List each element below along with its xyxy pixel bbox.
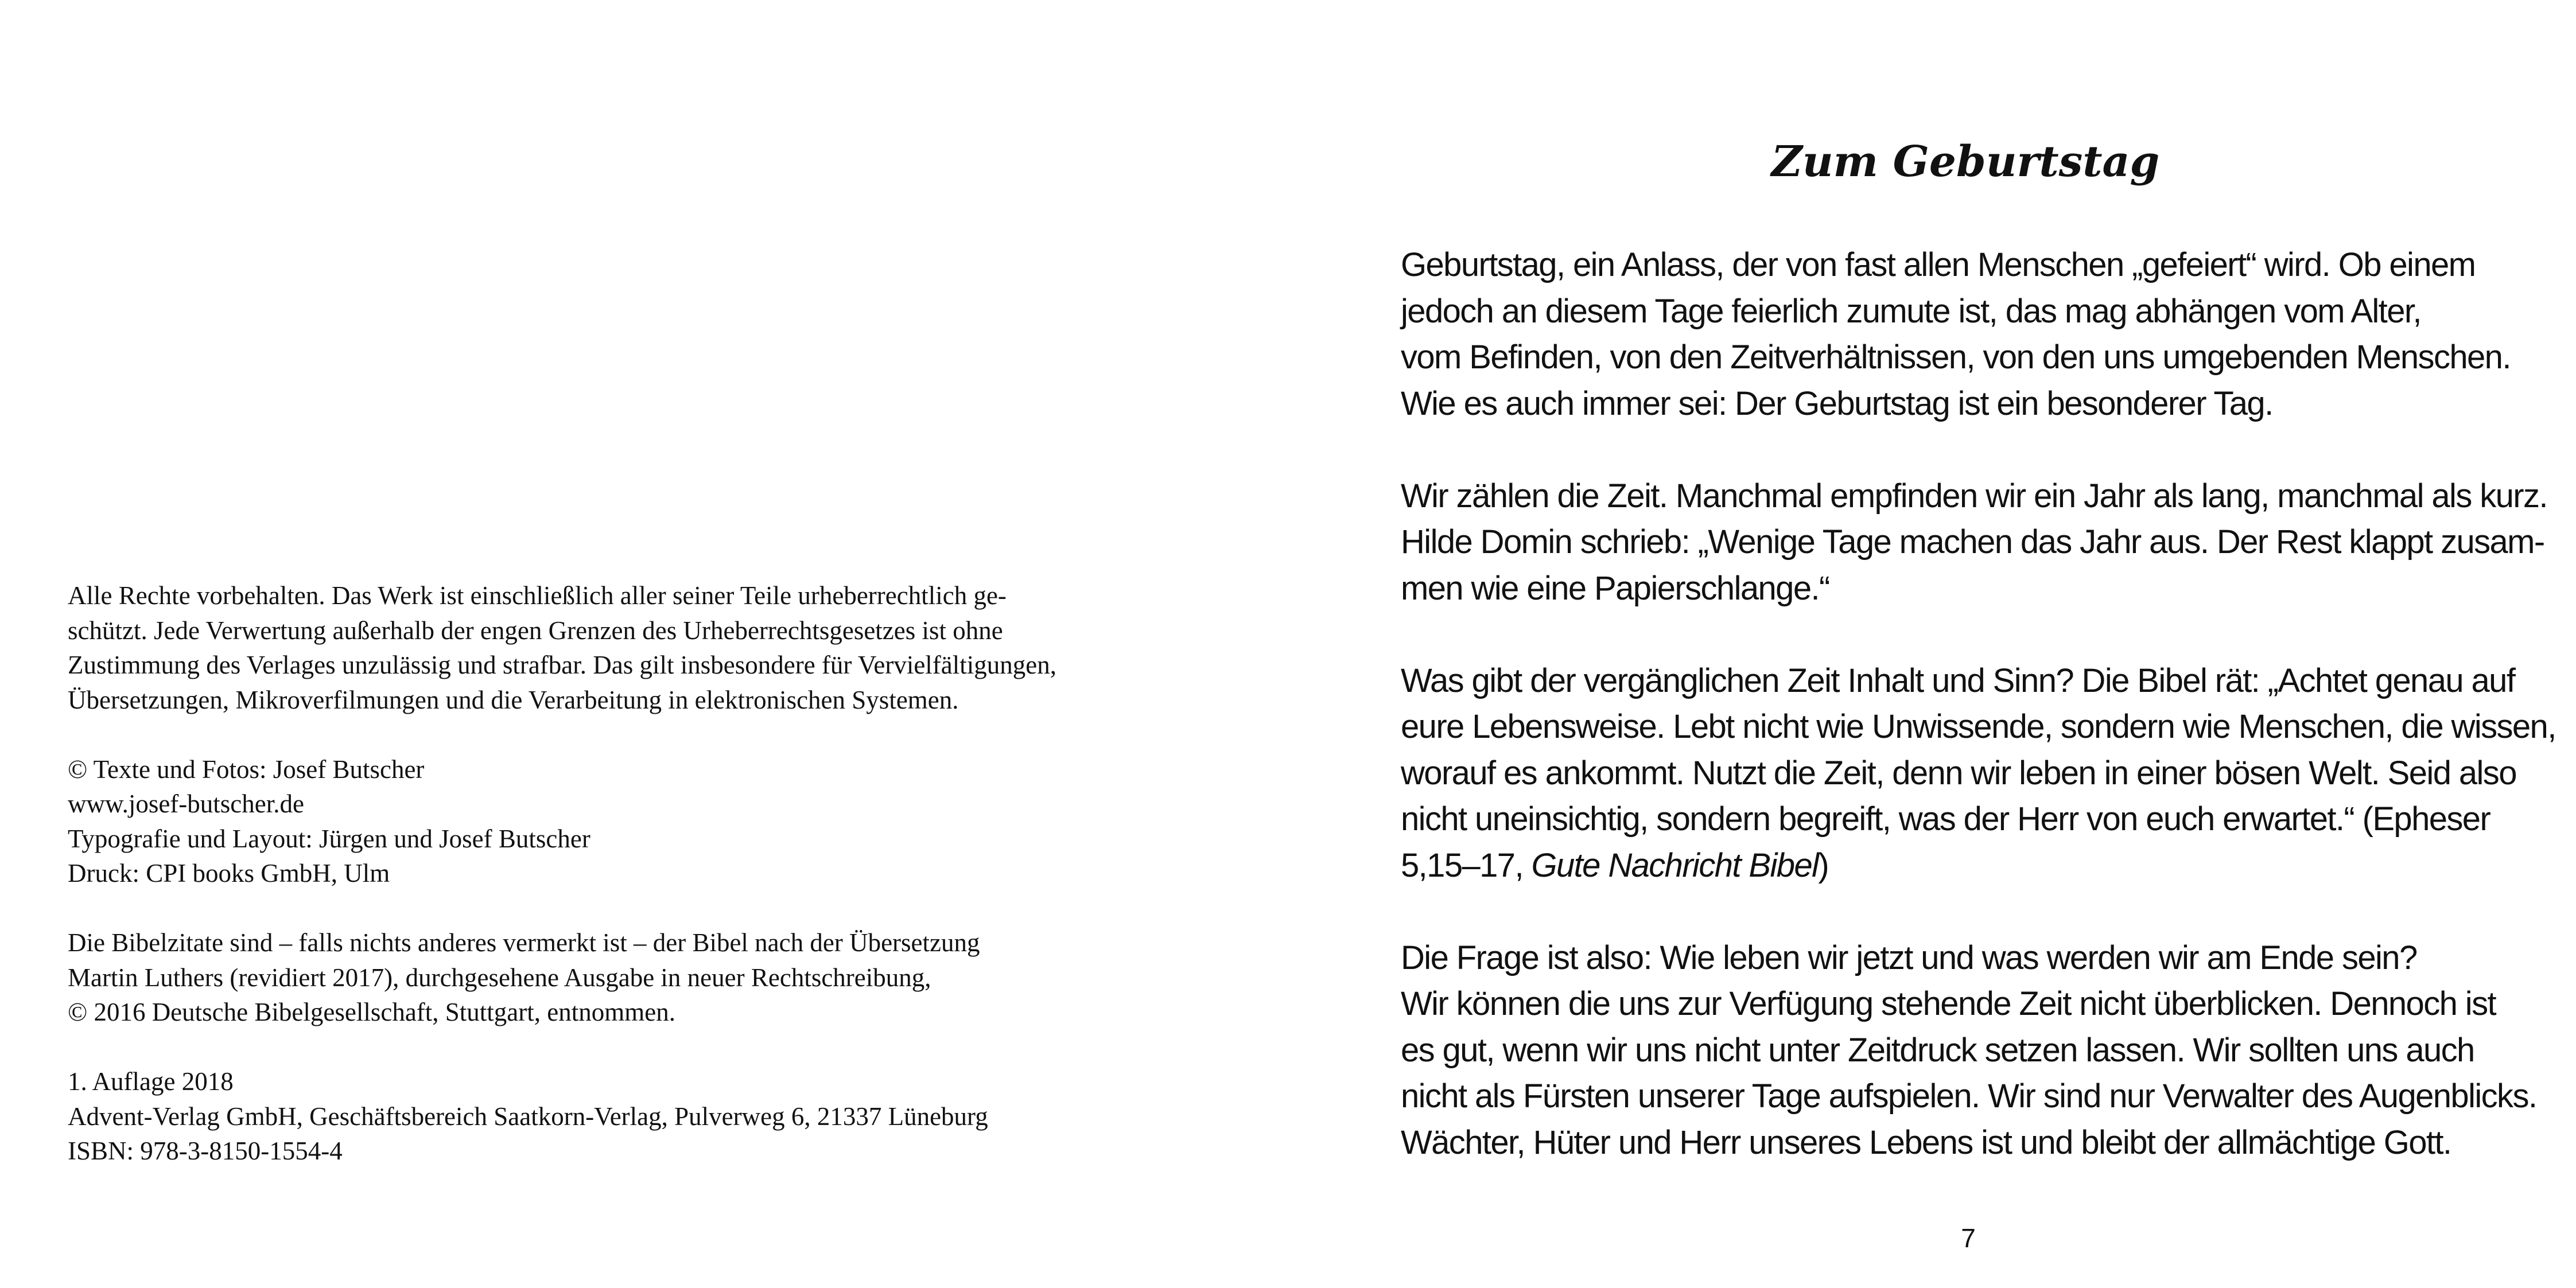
bible-line: Die Bibelzitate sind – falls nichts anderes vermerkt ist – der Bibel nach der Übersetzung [68,928,980,957]
text-line: men wie eine Papierschlange.“ [1401,569,1829,607]
rights-line: schützt. Jede Verwertung außerhalb der engen Grenzen des Urheberrechtsgesetzes ist ohne [68,616,1003,645]
text-line: nicht als Fürsten unserer Tage aufspielen. Wir sind nur Verwalter des Augenblicks. [1401,1077,2537,1115]
bible-line: Martin Luthers (revidiert 2017), durchgesehene Ausgabe in neuer Rechtschreibung, [68,963,931,992]
edition-info [68,1064,1192,1169]
page-number: 7 [1961,1223,1976,1253]
text-line: Wie es auch immer sei: Der Geburtstag ist ein besonderer Tag. [1401,384,2273,422]
page-title: Zum Geburtstag [1771,137,2160,186]
text-line: Wir zählen die Zeit. Manchmal empfinden wir ein Jahr als lang, manchmal als kurz. [1401,477,2547,515]
rights-line: Alle Rechte vorbehalten. Das Werk ist einschließlich aller seiner Teile urheberrechtlich ge- [68,581,1007,610]
rights-line: Zustimmung des Verlages unzulässig und strafbar. Das gilt insbesondere für Vervielfältigungen, [68,651,1056,679]
text-line: es gut, wenn wir uns nicht unter Zeitdruck setzen lassen. Wir sollten uns auch [1401,1031,2474,1069]
reference-suffix: ) [1818,846,1829,884]
reference-prefix: 5,15–17, [1401,846,1532,884]
rights-line: Übersetzungen, Mikroverfilmungen und die Verarbeitung in elektronischen Systemen. [68,685,959,714]
text-line: vom Befinden, von den Zeitverhältnissen, von den uns umgebenden Menschen. [1401,338,2511,376]
text-line: Hilde Domin schrieb: „Wenige Tage machen das Jahr aus. Der Rest klappt zusam- [1401,523,2544,561]
credit-line: www.josef-butscher.de [68,789,304,818]
edition-line: Advent-Verlag GmbH, Geschäftsbereich Saatkorn-Verlag, Pulverweg 6, 21337 Lüneburg [68,1102,988,1131]
imprint-block [68,578,1192,1169]
paragraph [1401,242,2543,427]
bible-source: Gute Nachricht Bibel [1531,846,1819,884]
body-text [1401,242,2556,1166]
credit-line: Typografie und Layout: Jürgen und Josef Butscher [68,824,590,853]
credit-line: Druck: CPI books GmbH, Ulm [68,859,390,888]
paragraph [1401,658,2556,889]
text-line: Geburtstag, ein Anlass, der von fast allen Menschen „gefeiert“ wird. Ob einem [1401,246,2476,283]
rights-notice [68,578,1192,717]
text-line: eure Lebensweise. Lebt nicht wie Unwissende, sondern wie Menschen, die wissen, [1401,708,2556,745]
credit-line: © Texte und Fotos: Josef Butscher [68,754,425,784]
edition-line: ISBN: 978-3-8150-1554-4 [68,1137,343,1165]
text-line: Wächter, Hüter und Herr unseres Lebens ist und bleibt der allmächtige Gott. [1401,1123,2451,1161]
bible-line: © 2016 Deutsche Bibelgesellschaft, Stuttgart, entnommen. [68,998,675,1026]
text-line [1401,843,2543,889]
text-line: Wir können die uns zur Verfügung stehende Zeit nicht überblicken. Dennoch ist [1401,985,2496,1022]
paragraph [1401,473,2547,612]
credits [68,752,1192,891]
edition-line: 1. Auflage 2018 [68,1067,234,1096]
paragraph [1401,935,2543,1166]
text-line: jedoch an diesem Tage feierlich zumute ist, das mag abhängen vom Alter, [1401,292,2421,330]
text-line: Was gibt der vergänglichen Zeit Inhalt und Sinn? Die Bibel rät: „Achtet genau auf [1401,661,2515,699]
bible-notice [68,925,1192,1030]
text-line: Die Frage ist also: Wie leben wir jetzt und was werden wir am Ende sein? [1401,939,2417,976]
text-line: nicht uneinsichtig, sondern begreift, was der Herr von euch erwartet.“ (Epheser [1401,800,2490,838]
text-line: worauf es ankommt. Nutzt die Zeit, denn wir leben in einer bösen Welt. Seid also [1401,754,2516,792]
